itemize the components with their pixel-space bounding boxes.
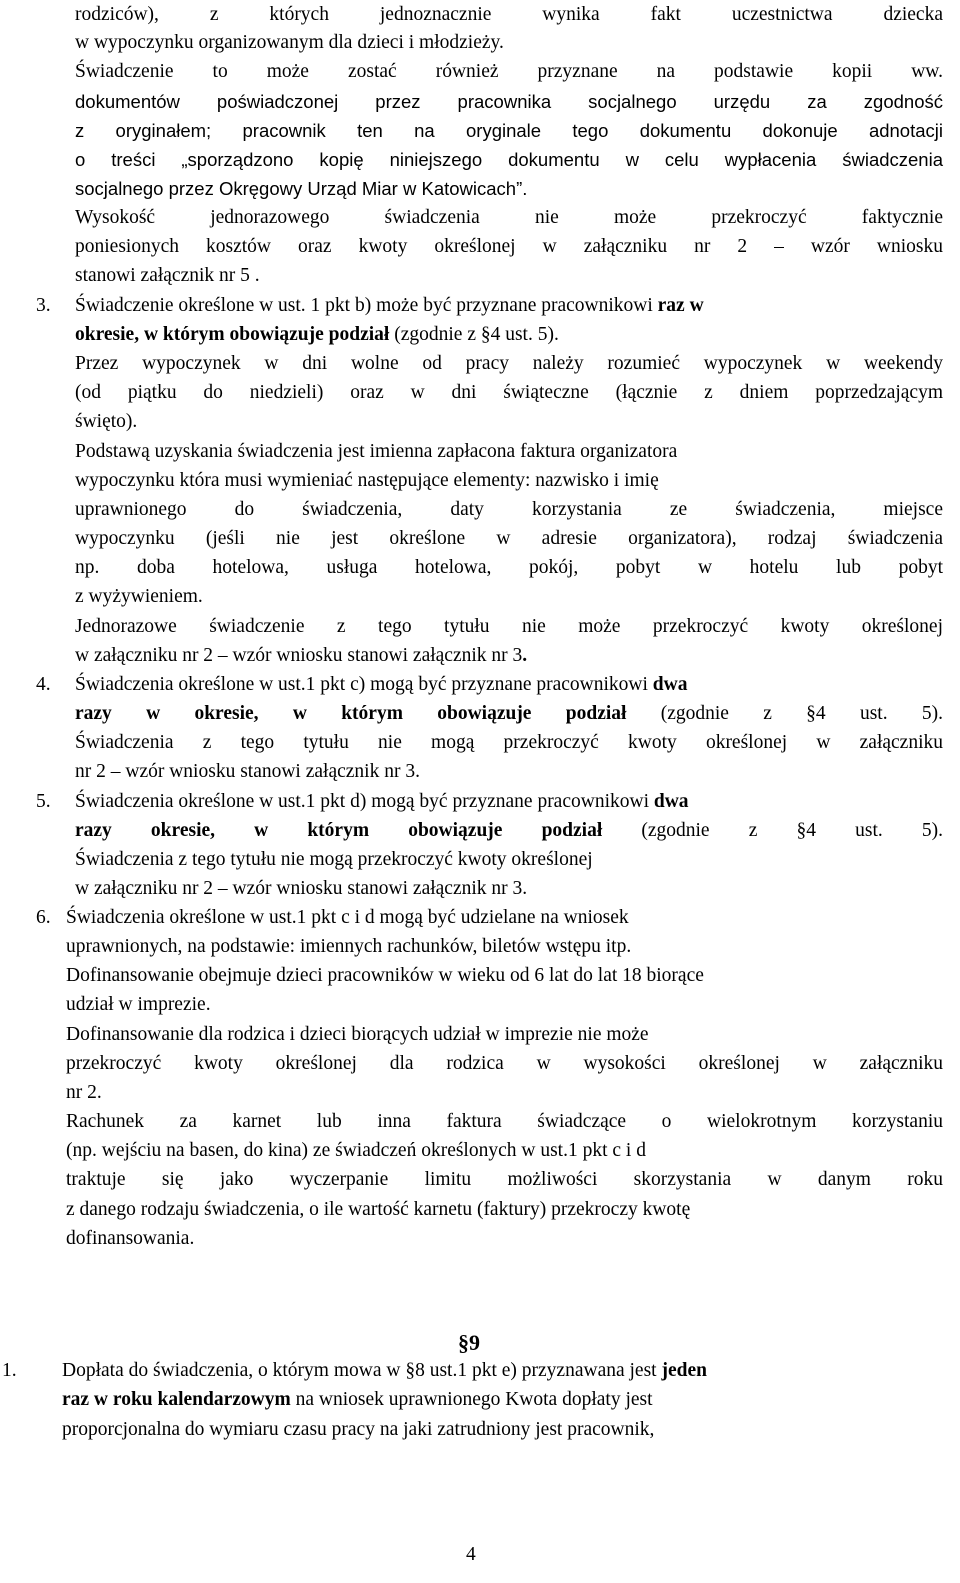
text-span: (zgodnie z §4 ust. 5). (626, 703, 943, 724)
text-line: wypoczynku (jeśli nie jest określone w adresie organizatora), rodzaj świadczenia (75, 528, 943, 549)
bold-text: dwa (653, 791, 689, 812)
text-line (75, 291, 704, 321)
text-line: Podstawą uzyskania świadczenia jest imienna zapłacona faktura organizatora (75, 441, 678, 462)
text-line: rodziców), z których jednoznacznie wynika fakt uczestnictwa dziecka (75, 4, 943, 25)
text-line: Wysokość jednorazowego świadczenia nie może przekroczyć faktycznie (75, 207, 943, 228)
text-line: Dofinansowanie obejmuje dzieci pracowników w wieku od 6 lat do lat 18 biorące (66, 965, 704, 986)
text-line: traktuje się jako wyczerpanie limitu możliwości skorzystania w danym roku (66, 1169, 943, 1190)
list-number: 3. (36, 295, 51, 316)
text-line: poniesionych kosztów oraz kwoty określonej w załączniku nr 2 – wzór wniosku (75, 236, 943, 257)
text-line: dokumentów poświadczonej przez pracownika socjalnego urzędu za zgodność (75, 91, 943, 112)
text-span: (zgodnie z §4 ust. 5). (602, 820, 943, 841)
text-line: w załączniku nr 2 – wzór wniosku stanowi załącznik nr 3. (75, 878, 528, 899)
text-line: (od piątku do niedzieli) oraz w dni świąteczne (łącznie z dniem poprzedzającym (75, 382, 943, 403)
text-span: na wniosek uprawnionego Kwota dopłaty jest (290, 1389, 653, 1410)
page-number: 4 (466, 1544, 476, 1565)
text-line: w wypoczynku organizowanym dla dzieci i młodzieży. (75, 32, 504, 53)
text-line: Świadczenia z tego tytułu nie mogą przekroczyć kwoty określonej (75, 849, 593, 870)
text-line: stanowi załącznik nr 5 . (75, 265, 260, 286)
text-span: Świadczenia określone w ust.1 pkt d) mogą być przyznane pracownikowi (75, 791, 654, 812)
bold-text: dwa (652, 674, 688, 695)
text-line: święto). (75, 411, 138, 432)
list-number: 1. (2, 1360, 17, 1381)
text-line: z oryginałem; pracownik ten na oryginale tego dokumentu dokonuje adnotacji (75, 120, 943, 141)
bold-text: . (522, 645, 528, 666)
text-line: nr 2 – wzór wniosku stanowi załącznik nr 3. (75, 761, 420, 782)
text-line: Świadczenie to może zostać również przyznane na podstawie kopii ww. (75, 61, 943, 82)
text-line: proporcjonalna do wymiaru czasu pracy na jaki zatrudniony jest pracownik, (62, 1419, 655, 1440)
list-number: 5. (36, 791, 51, 812)
bold-text: okresie, w którym obowiązuje podział (75, 324, 390, 345)
text-line: Dofinansowanie dla rodzica i dzieci biorących udział w imprezie nie może (66, 1024, 649, 1045)
bold-text: razy okresie, w którym obowiązuje podział (75, 820, 603, 841)
text-span: w załączniku nr 2 – wzór wniosku stanowi załącznik nr 3 (75, 645, 523, 666)
text-span: Świadczenia określone w ust.1 pkt c) mogą być przyznane pracownikowi (75, 674, 653, 695)
text-line: (np. wejściu na basen, do kina) ze świadczeń określonych w ust.1 pkt c i d (66, 1140, 646, 1161)
text-span: Dopłata do świadczenia, o którym mowa w §8 ust.1 pkt e) przyznawana jest (62, 1360, 662, 1381)
section-heading: §9 (458, 1330, 480, 1355)
text-line: Rachunek za karnet lub inna faktura świadczące o wielokrotnym korzystaniu (66, 1111, 943, 1132)
bold-text: raz w roku kalendarzowym (62, 1389, 291, 1410)
text-line (62, 1385, 653, 1415)
text-line (75, 320, 559, 350)
text-line (62, 1356, 707, 1386)
text-line: np. doba hotelowa, usługa hotelowa, pokój, pobyt w hotelu lub pobyt (75, 557, 943, 578)
text-line: uprawnionego do świadczenia, daty korzystania ze świadczenia, miejsce (75, 499, 943, 520)
text-line: udział w imprezie. (66, 994, 211, 1015)
text-line (75, 787, 689, 817)
text-line: Przez wypoczynek w dni wolne od pracy należy rozumieć wypoczynek w weekendy (75, 353, 943, 374)
text-line (75, 670, 687, 700)
text-line (75, 699, 943, 729)
bold-text: raz w (657, 295, 704, 316)
text-span: (zgodnie z §4 ust. 5). (389, 324, 559, 345)
text-line: przekroczyć kwoty określonej dla rodzica w wysokości określonej w załączniku (66, 1053, 943, 1074)
text-line: socjalnego przez Okręgowy Urząd Miar w Katowicach”. (75, 178, 528, 199)
list-number: 4. (36, 674, 51, 695)
text-span: Świadczenie określone w ust. 1 pkt b) może być przyznane pracownikowi (75, 295, 658, 316)
text-line: o treści „sporządzono kopię niniejszego dokumentu w celu wypłacenia świadczenia (75, 149, 943, 170)
text-line: Jednorazowe świadczenie z tego tytułu nie może przekroczyć kwoty określonej (75, 616, 943, 637)
text-line (75, 641, 527, 671)
list-number: 6. (36, 907, 51, 928)
text-line: Świadczenia z tego tytułu nie mogą przekroczyć kwoty określonej w załączniku (75, 732, 943, 753)
text-line: uprawnionych, na podstawie: imiennych rachunków, biletów wstępu itp. (66, 936, 632, 957)
bold-text: razy w okresie, w którym obowiązuje podział (75, 703, 627, 724)
text-line: wypoczynku która musi wymieniać następujące elementy: nazwisko i imię (75, 470, 659, 491)
text-line: z danego rodzaju świadczenia, o ile wartość karnetu (faktury) przekroczy kwotę (66, 1199, 691, 1220)
text-line: dofinansowania. (66, 1228, 195, 1249)
bold-text: jeden (661, 1360, 707, 1381)
text-line: nr 2. (66, 1082, 102, 1103)
text-line: z wyżywieniem. (75, 586, 203, 607)
text-line (75, 816, 943, 846)
text-line: Świadczenia określone w ust.1 pkt c i d mogą być udzielane na wniosek (66, 907, 629, 928)
